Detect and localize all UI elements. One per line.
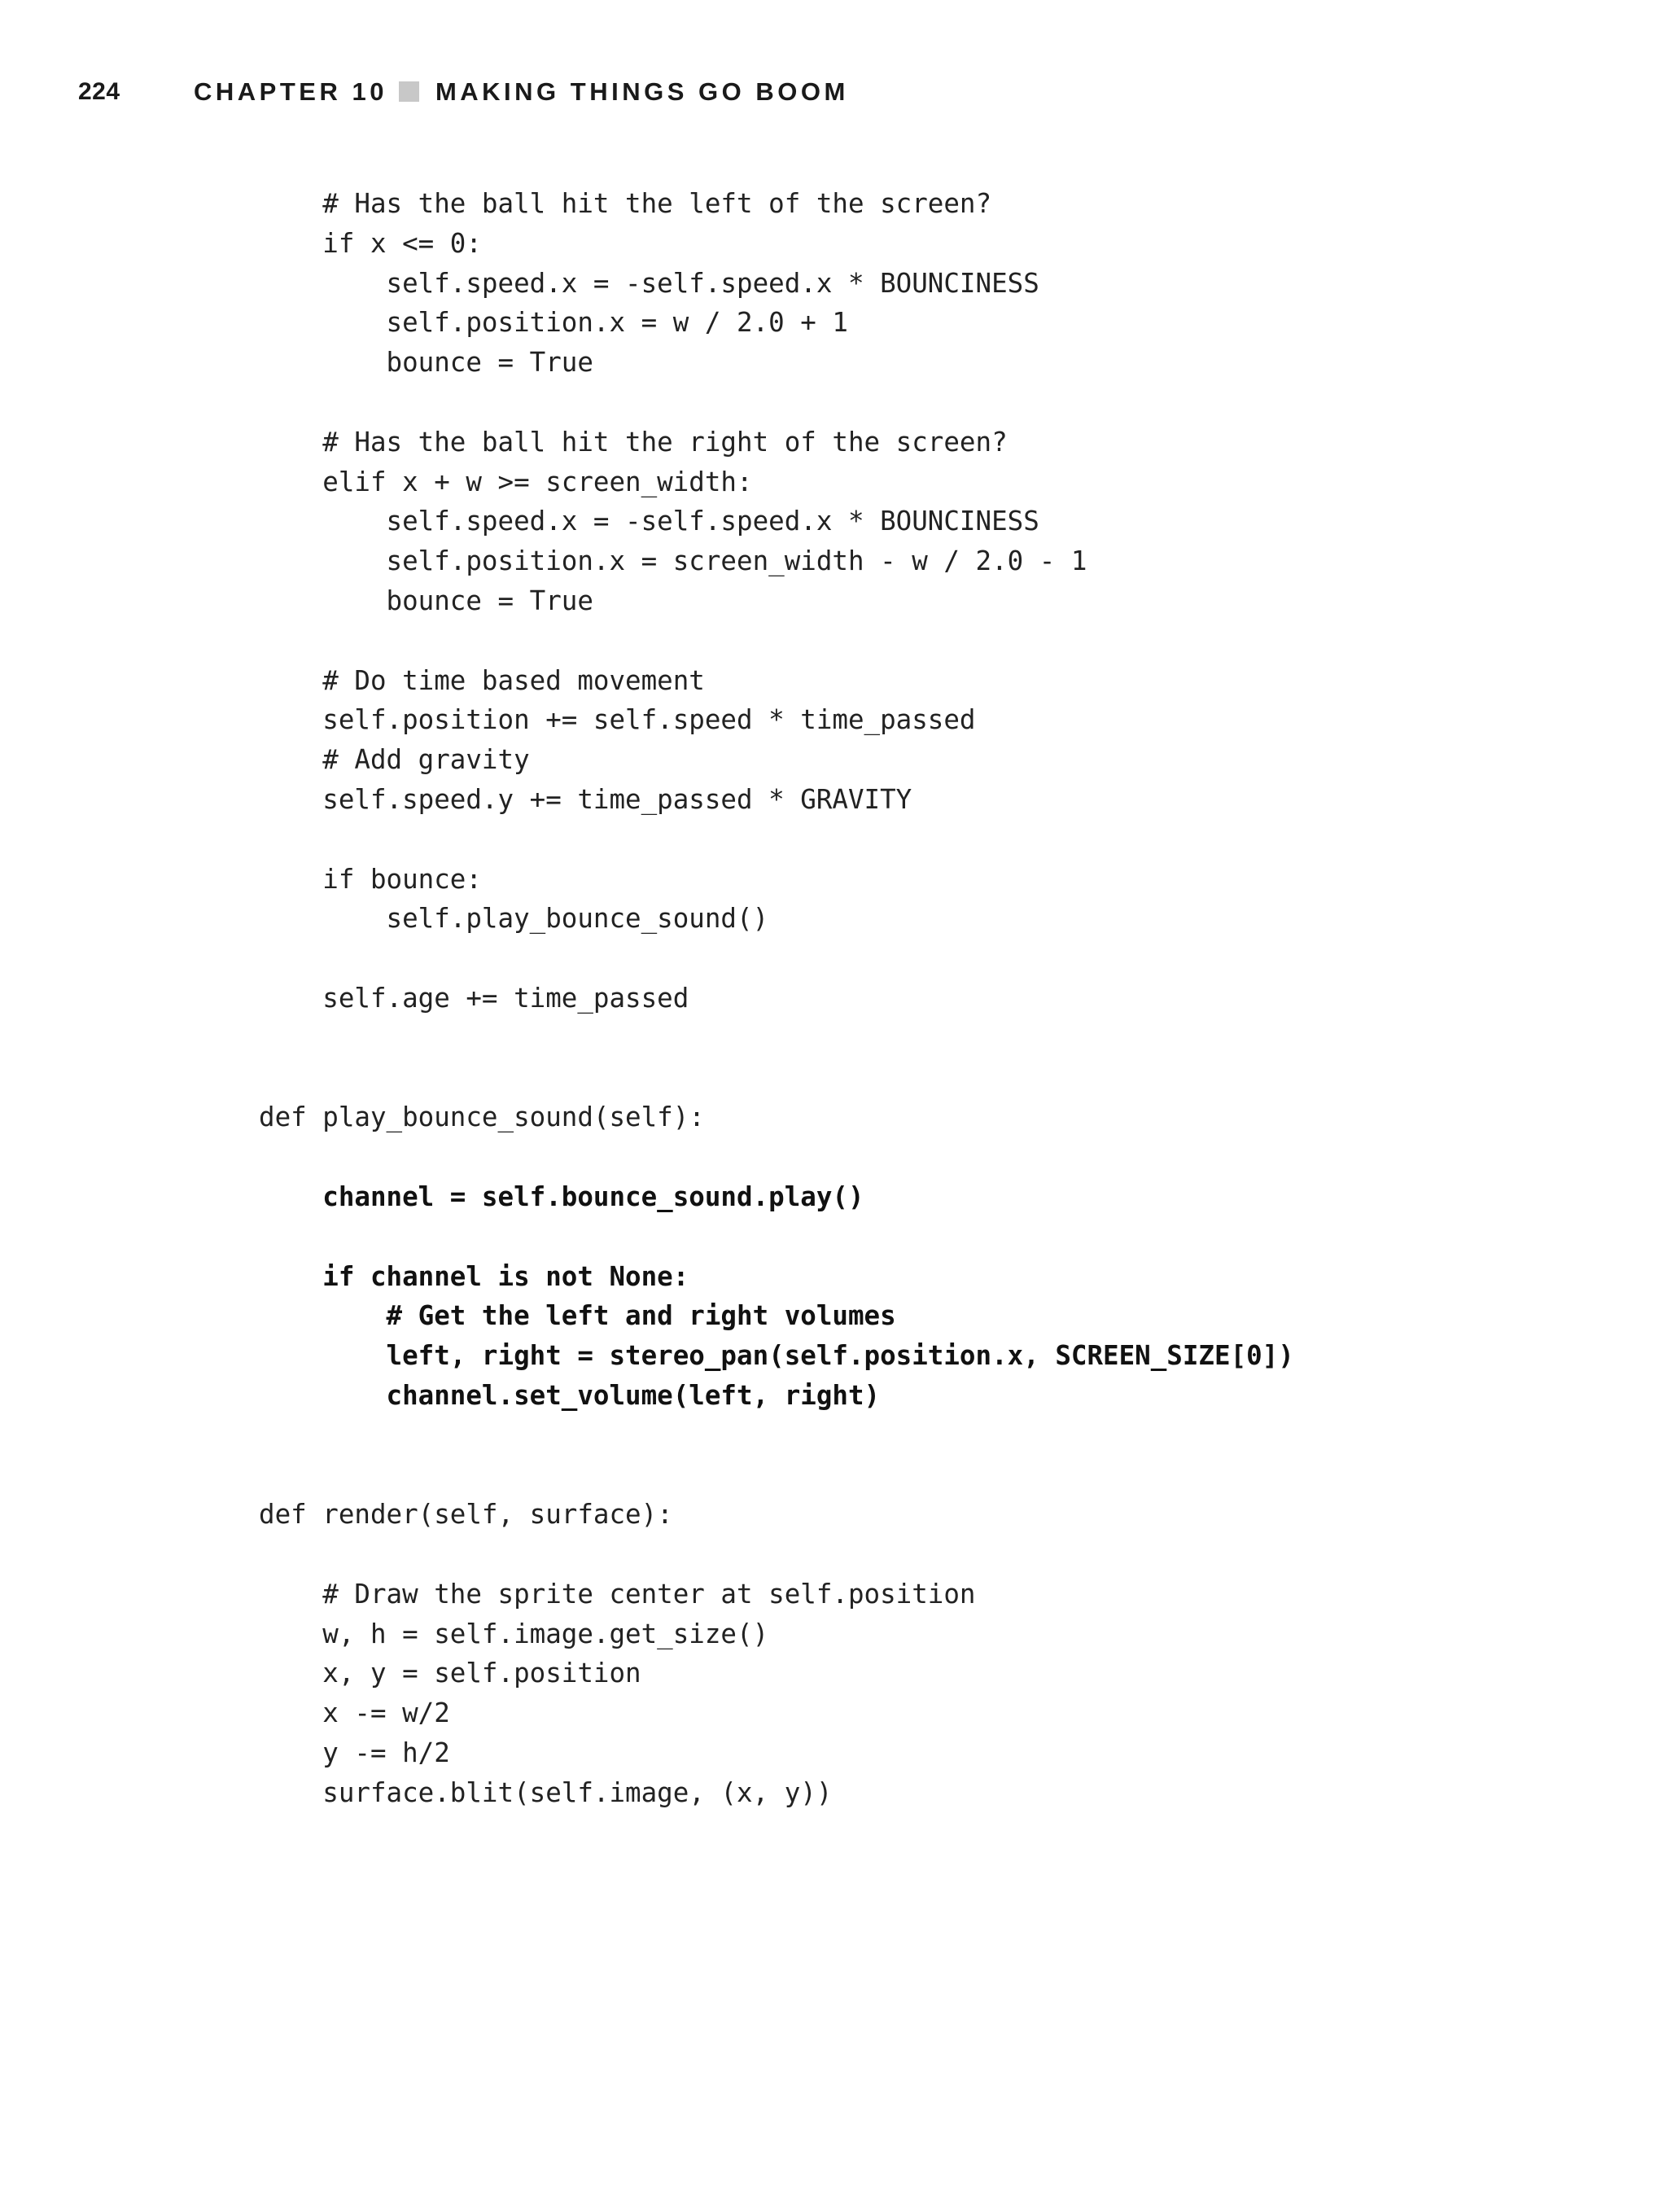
code-line: if channel is not None: xyxy=(259,1260,689,1292)
code-line: bounce = True xyxy=(259,585,593,616)
code-listing xyxy=(259,184,1294,1813)
chapter-heading xyxy=(194,77,849,107)
code-line: x -= w/2 xyxy=(259,1697,450,1729)
code-line: channel = self.bounce_sound.play() xyxy=(259,1180,864,1212)
page-number: 224 xyxy=(78,78,120,105)
code-line xyxy=(259,939,1294,979)
code-line: bounce = True xyxy=(259,347,593,379)
code-line: w, h = self.image.get_size() xyxy=(259,1618,769,1649)
code-line: # Do time based movement xyxy=(259,664,705,696)
code-line: if bounce: xyxy=(259,863,482,895)
code-line xyxy=(259,820,1294,860)
code-line xyxy=(259,1137,1294,1177)
chapter-number: CHAPTER 10 xyxy=(194,77,387,106)
code-line xyxy=(259,1456,1294,1496)
code-line: # Has the ball hit the left of the screen? xyxy=(259,188,992,219)
code-line xyxy=(259,1416,1294,1456)
code-line: def render(self, surface): xyxy=(259,1499,673,1531)
running-head xyxy=(78,73,849,111)
code-line: self.age += time_passed xyxy=(259,982,689,1014)
code-line xyxy=(259,1217,1294,1257)
code-line: surface.blit(self.image, (x, y)) xyxy=(259,1776,833,1808)
code-line: self.position.x = w / 2.0 + 1 xyxy=(259,307,848,339)
separator-square-icon xyxy=(399,81,419,102)
code-line: channel.set_volume(left, right) xyxy=(259,1379,881,1411)
code-line: self.speed.x = -self.speed.x * BOUNCINESS xyxy=(259,506,1039,537)
code-line xyxy=(259,621,1294,661)
code-line xyxy=(259,1058,1294,1098)
code-line: if x <= 0: xyxy=(259,227,482,259)
code-line: # Draw the sprite center at self.position xyxy=(259,1578,976,1610)
code-line: # Has the ball hit the right of the screen? xyxy=(259,426,1008,458)
code-line: def play_bounce_sound(self): xyxy=(259,1102,705,1133)
code-line xyxy=(259,1018,1294,1058)
code-line xyxy=(259,383,1294,423)
code-line: # Add gravity xyxy=(259,744,530,776)
code-line: x, y = self.position xyxy=(259,1658,641,1689)
code-line: y -= h/2 xyxy=(259,1737,450,1769)
code-line: self.speed.x = -self.speed.x * BOUNCINESS xyxy=(259,267,1039,299)
code-line: left, right = stereo_pan(self.position.x, SCREEN_SIZE[0]) xyxy=(259,1340,1294,1372)
chapter-title: MAKING THINGS GO BOOM xyxy=(435,77,849,106)
code-line: self.position += self.speed * time_passed xyxy=(259,704,976,736)
code-line xyxy=(259,1535,1294,1575)
code-line: self.play_bounce_sound() xyxy=(259,903,769,935)
code-line: # Get the left and right volumes xyxy=(259,1300,896,1332)
code-line: self.speed.y += time_passed * GRAVITY xyxy=(259,783,912,815)
code-line: elif x + w >= screen_width: xyxy=(259,466,753,497)
code-line: self.position.x = screen_width - w / 2.0 - 1 xyxy=(259,545,1087,577)
